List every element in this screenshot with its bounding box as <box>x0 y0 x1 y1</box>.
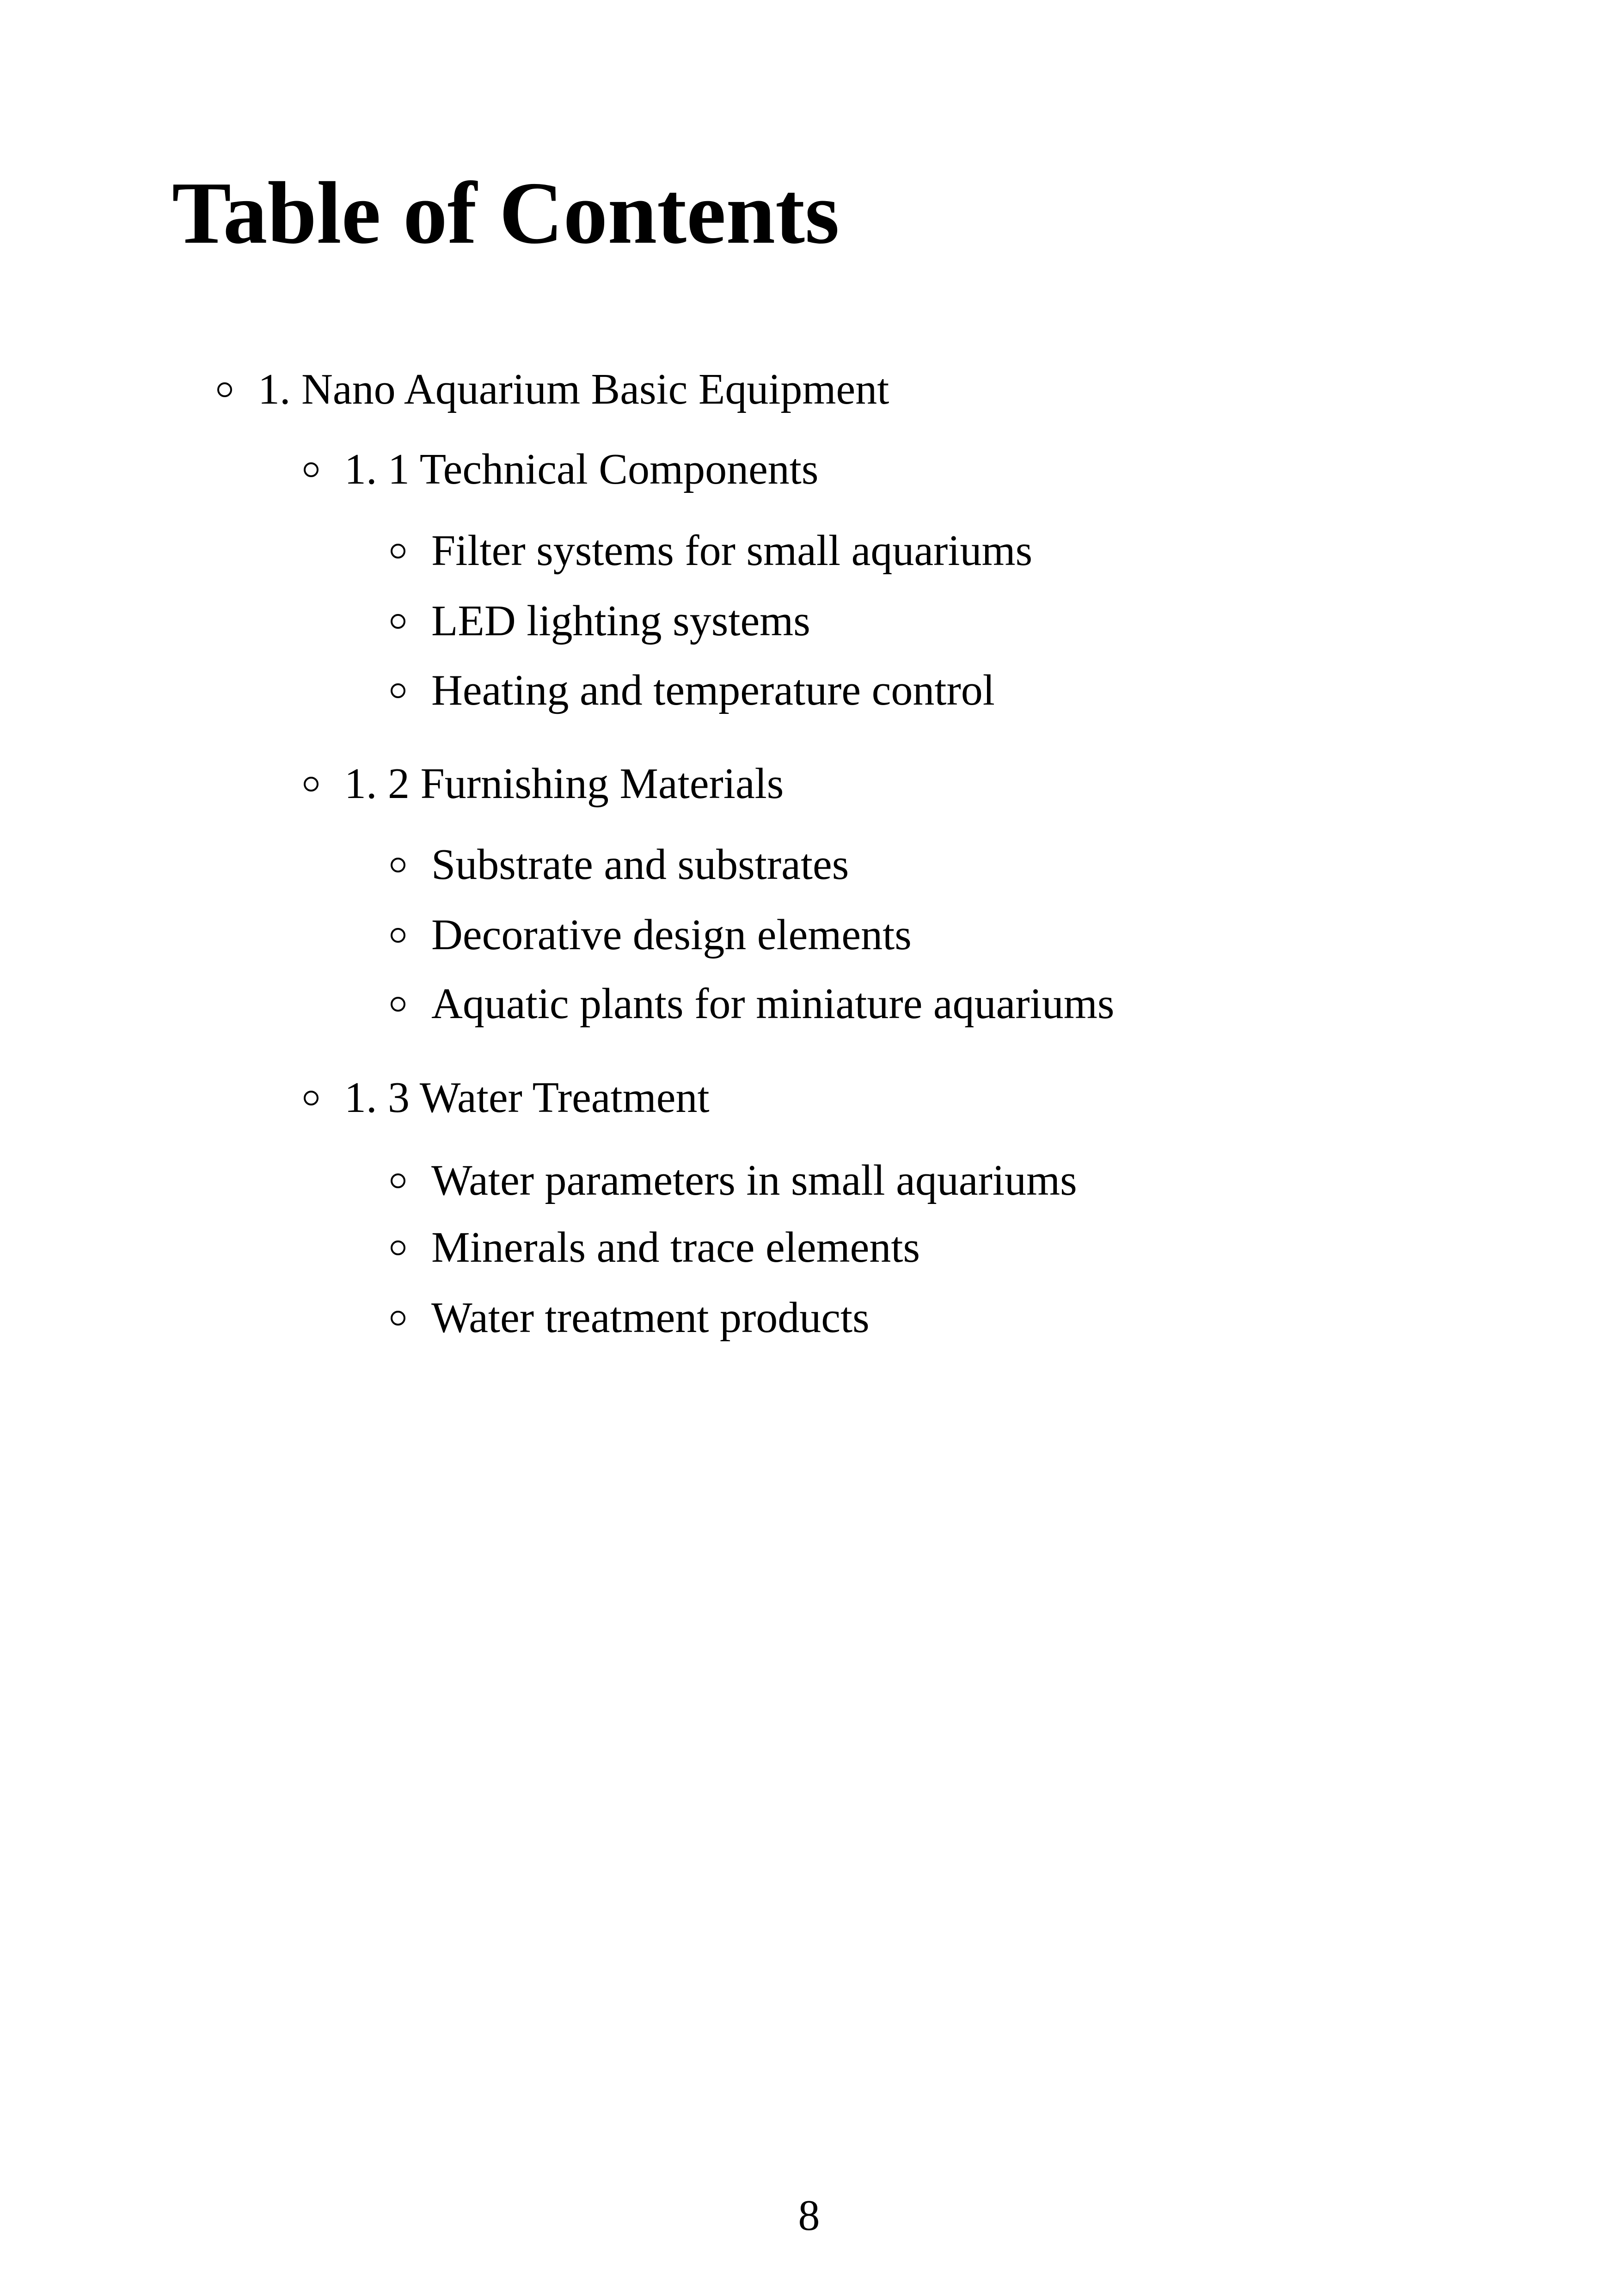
bullet-icon <box>391 683 405 698</box>
toc-item-label: Decorative design elements <box>431 911 912 959</box>
bullet-icon <box>391 1173 405 1188</box>
page-number: 8 <box>798 2192 820 2240</box>
toc-item[interactable] <box>391 980 1115 1028</box>
toc-item-label: Minerals and trace elements <box>431 1223 920 1271</box>
toc-item-label: Aquatic plants for miniature aquariums <box>431 980 1115 1028</box>
toc-section-label: 1. 3 Water Treatment <box>344 1074 710 1122</box>
toc-item[interactable] <box>391 666 995 714</box>
page-title: Table of Contents <box>172 164 840 262</box>
toc-item[interactable] <box>391 841 849 889</box>
bullet-icon <box>391 997 405 1012</box>
toc-section-label: 1. 1 Technical Components <box>344 445 819 493</box>
bullet-icon <box>391 544 405 559</box>
bullet-icon <box>304 1091 319 1105</box>
toc-item-label: Water treatment products <box>431 1294 870 1342</box>
toc-item[interactable] <box>391 1223 920 1271</box>
toc-section-label: 1. 2 Furnishing Materials <box>344 760 784 808</box>
toc-section-1-2[interactable] <box>304 760 784 808</box>
toc-item-label: Water parameters in small aquariums <box>431 1156 1077 1204</box>
toc-item-label: Substrate and substrates <box>431 841 849 889</box>
toc-item-label: Heating and temperature control <box>431 666 995 714</box>
toc-item-label: LED lighting systems <box>431 597 810 645</box>
toc-item[interactable] <box>391 1156 1077 1204</box>
toc-item[interactable] <box>391 913 912 957</box>
toc-item[interactable] <box>391 527 1033 575</box>
toc-item[interactable] <box>391 1294 870 1342</box>
bullet-icon <box>391 858 405 872</box>
bullet-icon <box>391 614 405 629</box>
toc-item[interactable] <box>391 599 810 643</box>
bullet-icon <box>391 1311 405 1326</box>
toc-section-1-3[interactable] <box>304 1074 710 1122</box>
toc-chapter-label: 1. Nano Aquarium Basic Equipment <box>258 365 889 413</box>
toc-chapter-1[interactable] <box>217 365 889 413</box>
bullet-icon <box>304 462 319 477</box>
bullet-icon <box>391 1240 405 1255</box>
bullet-icon <box>217 382 232 397</box>
toc-item-label: Filter systems for small aquariums <box>431 527 1033 575</box>
toc-section-1-1[interactable] <box>304 445 819 493</box>
bullet-icon <box>304 777 319 792</box>
bullet-icon <box>391 928 405 943</box>
